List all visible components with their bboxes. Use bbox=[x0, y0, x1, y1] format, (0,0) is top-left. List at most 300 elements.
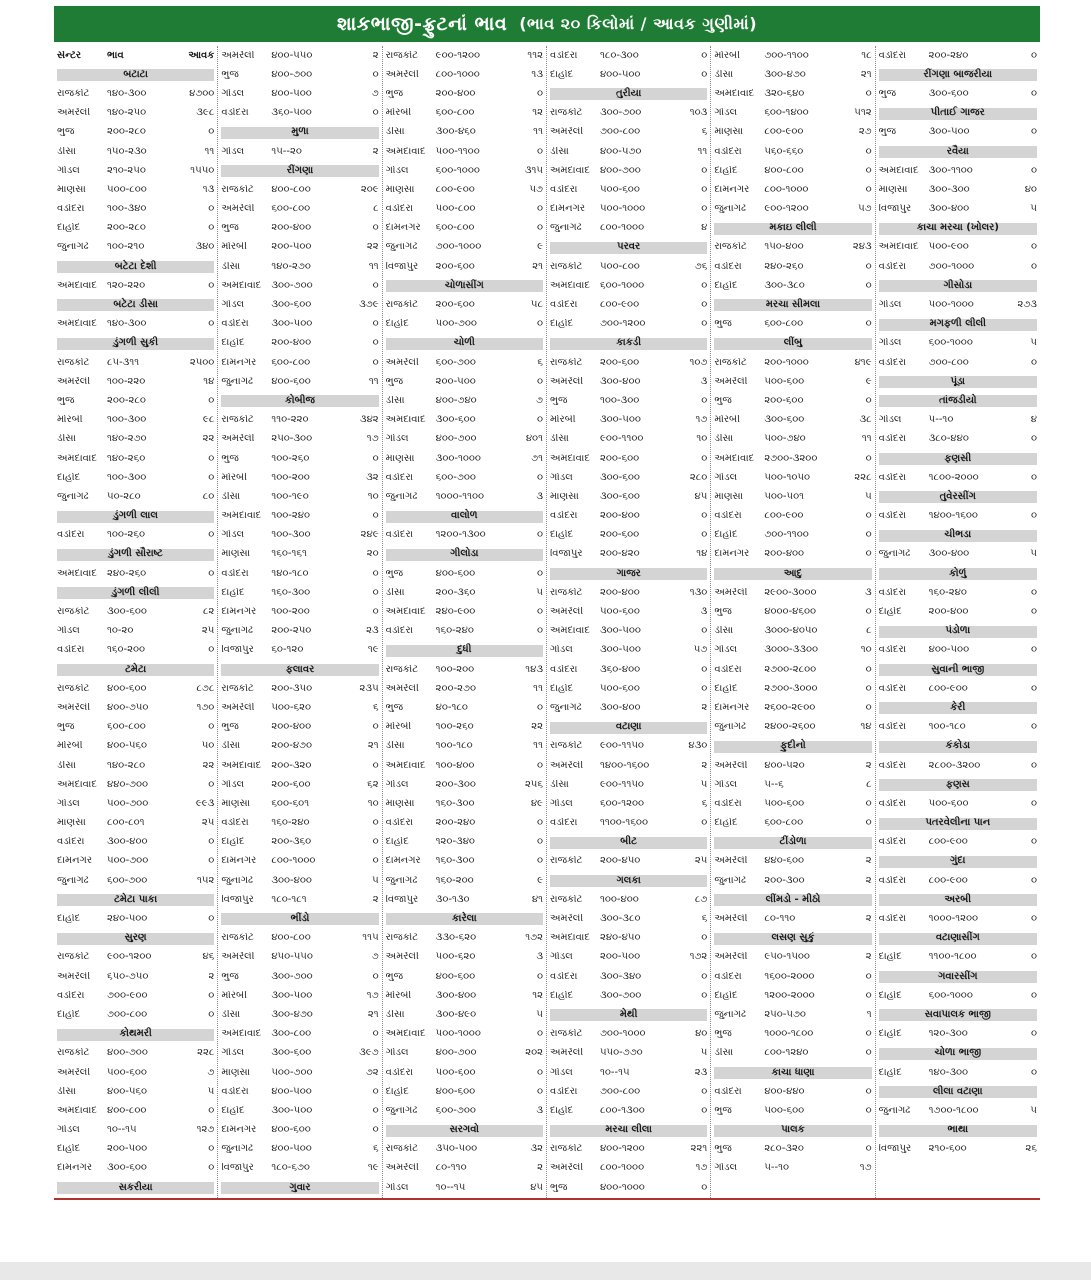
center-name: અમદાવાદ bbox=[221, 760, 262, 771]
price-range: ૧૨૦૦-૧૩૦૦ bbox=[435, 530, 486, 541]
center-name: ભુજ bbox=[385, 702, 404, 713]
price-range: ૭૦૦-૧૧૦૦ bbox=[764, 50, 809, 61]
center-name: જુનાગઢ bbox=[549, 702, 582, 713]
price-range: ૬૦૦-૭૦૦ bbox=[435, 1105, 476, 1116]
arrivals: ૦ bbox=[865, 183, 872, 195]
section-heading: મગફળી લીલી bbox=[879, 315, 1037, 334]
center-name: ગોંડલ bbox=[221, 530, 245, 541]
center-name: વિજાપુર bbox=[549, 549, 583, 560]
center-name: અમદાવાદ bbox=[57, 453, 97, 464]
table-row bbox=[386, 698, 543, 717]
price-range: ૫--૧૦ bbox=[928, 415, 954, 426]
center-name: વડોદરા bbox=[878, 875, 907, 886]
price-range: ૪૦૦-૮૦૦ bbox=[271, 184, 311, 195]
price-range: ૪૦૦-૫૦૦ bbox=[271, 1086, 312, 1097]
section-heading: રવૈયા bbox=[879, 142, 1037, 161]
center-name: ડીસા bbox=[221, 741, 241, 752]
price-range: ૧૫૦-૪૦૦ bbox=[764, 242, 804, 253]
arrivals: ૧૪ bbox=[860, 721, 872, 733]
arrivals: ૩ bbox=[536, 490, 543, 502]
center-name: વિજાપુર bbox=[221, 1163, 254, 1174]
price-range: ૧૬૦૦-૨૦૦૦ bbox=[764, 971, 815, 982]
price-range: ૮૦૦-૯૦૦ bbox=[764, 127, 804, 138]
arrivals: ૬૨ bbox=[367, 778, 379, 790]
table-row bbox=[386, 161, 543, 180]
arrivals: ૫ bbox=[207, 1085, 215, 1097]
center-name: રાજકોટ bbox=[57, 88, 90, 99]
price-range: ૧૪૦-૨૭૦ bbox=[107, 434, 147, 445]
center-name: દાહોદ bbox=[549, 319, 574, 330]
table-row bbox=[57, 123, 214, 142]
arrivals: ૦ bbox=[372, 759, 379, 771]
section-heading: ગીલોડા bbox=[386, 545, 543, 564]
table-row bbox=[714, 967, 871, 986]
table-row bbox=[221, 718, 378, 737]
center-name: ગોંડલ bbox=[878, 415, 902, 426]
price-range: ૨૦૦-૨૫૦ bbox=[271, 626, 312, 637]
center-name: ભુજ bbox=[714, 319, 732, 330]
section-heading: કાચા મરચા (ખોલર) bbox=[879, 219, 1037, 238]
table-row bbox=[550, 929, 707, 948]
arrivals: ૯૮ bbox=[202, 414, 215, 426]
price-range: ૫૦૦-૧૦૫૦ bbox=[764, 472, 811, 483]
section-heading: ભીંડો bbox=[221, 909, 378, 928]
center-name: અમરેલી bbox=[714, 914, 748, 925]
price-range: ૪૦૦-૬૦૦ bbox=[435, 1086, 476, 1097]
table-row bbox=[550, 1063, 707, 1082]
table-row bbox=[714, 852, 871, 871]
price-range: ૪૦૦-૫૦૦ bbox=[271, 1144, 312, 1155]
price-range: ૩૦૦-૪૦૦ bbox=[599, 376, 641, 387]
price-range: ૭૦૦-૧૦૦૦ bbox=[435, 242, 482, 253]
table-row bbox=[550, 909, 707, 928]
arrivals: ૫ bbox=[865, 490, 872, 502]
center-name: ડીસા bbox=[549, 434, 569, 445]
arrivals: ૮ bbox=[866, 778, 872, 790]
arrivals: ૩૪૦ bbox=[195, 241, 215, 253]
center-name: વડોદરા bbox=[549, 971, 578, 982]
price-range: ૬૦૦-૮૦૦ bbox=[107, 722, 146, 733]
table-row bbox=[879, 161, 1037, 180]
center-name: ગોંડલ bbox=[549, 952, 573, 963]
table-row bbox=[221, 295, 378, 314]
table-row bbox=[221, 219, 378, 238]
table-row bbox=[386, 142, 543, 161]
arrivals: ૭૬ bbox=[694, 260, 708, 272]
price-range: ૭૦૦-૮૦૦ bbox=[928, 357, 969, 368]
table-row bbox=[386, 583, 543, 602]
table-row bbox=[221, 372, 378, 391]
price-range: ૨૫૦-૫૭૦ bbox=[764, 1009, 806, 1020]
table-row bbox=[57, 487, 214, 506]
center-name: માણસા bbox=[385, 453, 415, 464]
table-row bbox=[550, 1044, 707, 1063]
table-row bbox=[57, 84, 214, 103]
center-name: માણસા bbox=[549, 491, 579, 502]
arrivals: ૪૭૦૦ bbox=[189, 87, 215, 99]
table-row bbox=[550, 507, 707, 526]
price-range: ૪૦૦-૮૦૦ bbox=[764, 165, 804, 176]
center-name: વડોદરા bbox=[385, 1067, 414, 1078]
price-range: ૨૦૦-૪૦૦ bbox=[599, 587, 640, 598]
arrivals: ૫ bbox=[372, 874, 379, 886]
center-name: અમરેલી bbox=[221, 952, 255, 963]
table-row bbox=[57, 602, 214, 621]
table-row bbox=[714, 238, 871, 257]
price-range: ૪૦૦-૪૪૦ bbox=[764, 1086, 805, 1097]
table-row bbox=[550, 1025, 707, 1044]
center-name: ગોંડલ bbox=[714, 645, 738, 656]
table-row bbox=[879, 180, 1037, 199]
center-name: રાજકોટ bbox=[549, 894, 583, 905]
table-row bbox=[714, 545, 871, 564]
arrivals: ૦ bbox=[701, 1181, 708, 1193]
table-row bbox=[550, 468, 707, 487]
center-name: વડોદરા bbox=[385, 472, 414, 483]
center-name: ભુજ bbox=[714, 395, 732, 406]
price-range: ૨૦૦-૪૦૦ bbox=[271, 338, 312, 349]
center-name: દાહોદ bbox=[714, 683, 738, 694]
price-range: ૪૦૦-૭૫૦ bbox=[107, 702, 149, 713]
arrivals: ૦ bbox=[208, 529, 215, 541]
center-name: વડોદરા bbox=[878, 837, 907, 848]
arrivals: ૦ bbox=[208, 1008, 215, 1020]
table-row bbox=[221, 430, 378, 449]
table-row bbox=[714, 257, 871, 276]
arrivals: ૦ bbox=[372, 836, 379, 848]
arrivals: ૦ bbox=[1030, 644, 1037, 656]
table-column bbox=[54, 46, 218, 1198]
arrivals: ૦ bbox=[372, 318, 379, 330]
center-name: અમદાવાદ bbox=[57, 779, 97, 790]
price-range: ૬૦૦-૮૦૦ bbox=[764, 319, 804, 330]
price-range: ૩૦૦-૭૦૦ bbox=[271, 280, 313, 291]
arrivals: ૧૪ bbox=[696, 548, 708, 560]
price-range: ૮૦-૧૧૦ bbox=[435, 1163, 467, 1174]
center-name: અમરેલી bbox=[714, 376, 748, 387]
center-name: વડોદરા bbox=[878, 511, 907, 522]
arrivals: ૨ bbox=[372, 145, 379, 157]
arrivals: ૦ bbox=[865, 452, 872, 464]
arrivals: ૦ bbox=[372, 1028, 379, 1040]
price-range: ૫૦૦-૬૨૦ bbox=[435, 952, 476, 963]
arrivals: ૦ bbox=[865, 663, 872, 675]
arrivals: ૦ bbox=[372, 68, 379, 80]
section-heading: મરચા સીમલા bbox=[714, 295, 871, 314]
arrivals: ૨૨૮ bbox=[854, 471, 872, 483]
table-row bbox=[221, 334, 378, 353]
table-row bbox=[386, 660, 543, 679]
table-row bbox=[879, 200, 1037, 219]
header-banner bbox=[54, 6, 1040, 42]
center-name: વિજાપુર bbox=[221, 894, 254, 905]
arrivals: ૧૪૩ bbox=[525, 663, 543, 675]
price-range: ૫૦૦-૬૨૦ bbox=[271, 702, 312, 713]
arrivals: ૦ bbox=[701, 183, 708, 195]
table-row bbox=[57, 372, 214, 391]
price-range: ૧૬૦-૩૦૦ bbox=[271, 587, 311, 598]
price-range: ૧૪૦૦-૧૬૦૦ bbox=[599, 760, 650, 771]
table-row bbox=[714, 622, 871, 641]
table-row bbox=[550, 487, 707, 506]
arrivals: ૮ bbox=[866, 625, 872, 637]
table-row bbox=[57, 1140, 214, 1159]
table-row bbox=[57, 756, 214, 775]
arrivals: ૦ bbox=[865, 970, 872, 982]
price-range: ૫૦૦-૧૦૦૦ bbox=[928, 300, 974, 311]
arrivals: ૦ bbox=[372, 279, 379, 291]
arrivals: ૨૦૨ bbox=[525, 1047, 543, 1059]
table-row bbox=[714, 487, 871, 506]
arrivals: ૨૨ bbox=[531, 721, 543, 733]
arrivals: ૦ bbox=[701, 394, 708, 406]
table-row bbox=[550, 142, 707, 161]
center-name: અમદાવાદ bbox=[549, 453, 590, 464]
arrivals: ૦ bbox=[208, 778, 215, 790]
arrivals: ૦ bbox=[701, 625, 708, 637]
arrivals: ૧૪ bbox=[203, 375, 215, 387]
table-column bbox=[711, 46, 875, 1198]
price-range: ૩૦૦-૩૮૦ bbox=[599, 914, 641, 925]
bottom-rule bbox=[54, 1198, 1040, 1200]
table-row bbox=[386, 602, 543, 621]
price-range: ૫૦૦-૯૦૦ bbox=[928, 242, 969, 253]
arrivals: ૦ bbox=[865, 1143, 872, 1155]
center-name: ડીસા bbox=[385, 395, 405, 406]
table-row bbox=[550, 180, 707, 199]
center-name: જુનાગઢ bbox=[221, 1144, 253, 1155]
price-range: ૧૦૦-૪૦૦ bbox=[435, 760, 475, 771]
price-range: ભાવ bbox=[107, 50, 124, 61]
table-row bbox=[221, 1101, 378, 1120]
arrivals: ૧૩ bbox=[531, 68, 543, 80]
center-name: ભુજ bbox=[57, 722, 75, 733]
price-range: ૩૦૦-૫૦૦ bbox=[599, 626, 641, 637]
center-name: મોરબી bbox=[549, 415, 576, 426]
price-range: ૯૫૦-૧૫૦૦ bbox=[764, 952, 810, 963]
price-range: ૬૦૦-૭૦૦ bbox=[435, 357, 476, 368]
arrivals: ૦ bbox=[1030, 510, 1037, 522]
arrivals: ૦ bbox=[1030, 260, 1037, 272]
arrivals: ૦ bbox=[1030, 874, 1037, 886]
table-row bbox=[386, 890, 543, 909]
arrivals: ૦ bbox=[208, 721, 215, 733]
table-row bbox=[879, 948, 1037, 967]
center-name: ડીસા bbox=[385, 741, 405, 752]
table-row bbox=[386, 449, 543, 468]
price-range: ૧૪૦-૨૫૦ bbox=[107, 108, 147, 119]
center-name: રાજકોટ bbox=[385, 664, 419, 675]
arrivals: ૧૭૨ bbox=[525, 932, 543, 944]
price-range: ૨૧૦-૨૫૦ bbox=[107, 165, 146, 176]
center-name: દાહોદ bbox=[878, 952, 902, 963]
section-heading: ગીસોડા bbox=[879, 276, 1037, 295]
center-name: દામનગર bbox=[221, 607, 257, 618]
price-range: ૪૦૦-૬૦૦ bbox=[271, 1125, 311, 1136]
center-name: જુનાગઢ bbox=[714, 1009, 746, 1020]
price-range: ૨૦૦-૩૦૦ bbox=[764, 875, 805, 886]
table-row bbox=[57, 180, 214, 199]
table-row bbox=[386, 84, 543, 103]
center-name: વિજાપુર bbox=[385, 261, 419, 272]
center-name: વડોદરા bbox=[549, 1086, 578, 1097]
price-range: ૪૦૦-૫૬૦ bbox=[107, 1086, 148, 1097]
price-range: ૮૦૦-૧૦૦૦ bbox=[271, 856, 316, 867]
table-row bbox=[386, 967, 543, 986]
arrivals: ૨૫૬ bbox=[524, 778, 543, 790]
center-name: વડોદરા bbox=[878, 261, 907, 272]
arrivals: ૦ bbox=[372, 817, 379, 829]
table-row bbox=[714, 65, 871, 84]
center-name: અમદાવાદ bbox=[714, 88, 755, 99]
arrivals: ૨૦ bbox=[366, 548, 379, 560]
table-row bbox=[879, 507, 1037, 526]
arrivals: ૮ bbox=[373, 203, 379, 215]
price-range: ૫૬૦-૬૬૦ bbox=[764, 146, 804, 157]
table-row bbox=[714, 123, 871, 142]
price-range: ૧૬૦-૨૦૦ bbox=[435, 875, 474, 886]
arrivals: ૦ bbox=[865, 510, 872, 522]
center-name: માણસા bbox=[714, 491, 744, 502]
price-range: ૮૦૦-૯૦૦ bbox=[928, 875, 968, 886]
center-name: વડોદરા bbox=[221, 818, 249, 829]
arrivals: ૧૭ bbox=[695, 1162, 708, 1174]
table-row bbox=[386, 1159, 543, 1178]
price-range: ૧૮૦૦-૨૦૦૦ bbox=[928, 472, 979, 483]
price-range: ૧૧૦૦-૧૮૦૦ bbox=[928, 952, 977, 963]
section-heading: રીંગણા બાજરીયા bbox=[879, 65, 1037, 84]
price-range: ૨૮૦-૩૨૦ bbox=[764, 1144, 804, 1155]
arrivals: ૩૧૫ bbox=[524, 164, 543, 176]
section-heading: લીંબુ bbox=[714, 334, 871, 353]
price-range: ૧૦૦-૨૦૦ bbox=[271, 607, 310, 618]
table-row bbox=[221, 200, 378, 219]
price-range: ૩૦૦-૪૭૦ bbox=[271, 1009, 313, 1020]
center-name: મોરબી bbox=[385, 990, 412, 1001]
arrivals: ૨૧ bbox=[860, 68, 872, 80]
price-range: ૪૦૦-૬૦૦ bbox=[435, 568, 476, 579]
arrivals: ૦ bbox=[1030, 913, 1037, 925]
price-range: ૨૪૦-૨૬૦ bbox=[764, 261, 804, 272]
arrivals: ૦ bbox=[372, 356, 379, 368]
price-range: ૫૦૦-૬૦૦ bbox=[764, 798, 805, 809]
price-range: ૧૪૦-૩૦૦ bbox=[107, 319, 147, 330]
center-name: વડોદરા bbox=[714, 971, 742, 982]
table-row bbox=[57, 986, 214, 1005]
price-range: ૮૦૦-૯૦૦ bbox=[435, 184, 475, 195]
center-name: રાજકોટ bbox=[549, 856, 583, 867]
price-range: ૮૦૦-૯૦૦ bbox=[928, 837, 968, 848]
section-heading: ચોળી bbox=[386, 334, 543, 353]
arrivals: ૪૧૯ bbox=[854, 356, 872, 368]
arrivals: ૭૧ bbox=[531, 452, 543, 464]
center-name: ગોંડલ bbox=[714, 108, 738, 119]
center-name: ગોંડલ bbox=[57, 1125, 80, 1136]
price-range: ૧૦૦-૨૬૦ bbox=[271, 453, 310, 464]
table-row bbox=[221, 65, 378, 84]
price-range: ૧૦૦-૩૪૦ bbox=[107, 204, 147, 215]
center-name: ભુજ bbox=[385, 971, 404, 982]
center-name: ભુજ bbox=[385, 376, 404, 387]
price-range: ૪૦૦-૮૦૦ bbox=[107, 1105, 147, 1116]
price-range: ૫૦૦-૬૦૦ bbox=[928, 798, 969, 809]
section-heading: બીટ bbox=[550, 833, 707, 852]
center-name: અમદાવાદ bbox=[385, 415, 426, 426]
arrivals: ૮૭૮ bbox=[196, 682, 215, 694]
center-name: વડોદરા bbox=[549, 511, 578, 522]
arrivals: ૨૨૮ bbox=[197, 1047, 215, 1059]
price-range: ૫૦૦-૮૦૦ bbox=[435, 204, 476, 215]
table-row bbox=[550, 430, 707, 449]
price-range: ૮૦૦-૯૦૦ bbox=[599, 300, 640, 311]
center-name: રાજકોટ bbox=[549, 1029, 583, 1040]
price-range: ૩૦૦-૧૦૦૦ bbox=[435, 453, 481, 464]
table-row bbox=[221, 1025, 378, 1044]
table-row bbox=[386, 123, 543, 142]
center-name: વડોદરા bbox=[878, 434, 907, 445]
price-range: ૪૦૦-૭૦૦ bbox=[599, 165, 641, 176]
arrivals: ૩૨ bbox=[366, 471, 379, 483]
arrivals: ૦ bbox=[208, 394, 215, 406]
price-range: ૩૦૦-૬૦૦ bbox=[928, 88, 969, 99]
price-range: ૩૦૦-૪૦૦ bbox=[271, 875, 312, 886]
table-row bbox=[386, 1044, 543, 1063]
table-row bbox=[57, 1044, 214, 1063]
table-row bbox=[221, 737, 378, 756]
arrivals: ૦ bbox=[865, 1028, 872, 1040]
price-range: ૧૮૦-૩૦૦ bbox=[599, 50, 639, 61]
center-name: મોરબી bbox=[221, 242, 247, 253]
center-name: ભુજ bbox=[385, 88, 404, 99]
table-row bbox=[386, 468, 543, 487]
price-range: ૧૨૦-૨૨૦ bbox=[107, 280, 146, 291]
table-row bbox=[879, 1063, 1037, 1082]
arrivals: ૦ bbox=[536, 1066, 543, 1078]
arrivals: ૦ bbox=[536, 970, 543, 982]
section-heading: કારેલા bbox=[386, 909, 543, 928]
price-range: ૧૧૦૦-૧૬૦૦ bbox=[599, 818, 648, 829]
section-heading: પૂંડા bbox=[879, 372, 1037, 391]
center-name: જુનાગઢ bbox=[385, 875, 418, 886]
table-row bbox=[386, 46, 543, 65]
arrivals: ૦ bbox=[701, 452, 708, 464]
table-row bbox=[386, 756, 543, 775]
table-row bbox=[550, 814, 707, 833]
arrivals: ૧૭ bbox=[859, 1162, 872, 1174]
price-range: ૩૦૦-૩૮૦ bbox=[764, 280, 805, 291]
table-row bbox=[221, 622, 378, 641]
table-row bbox=[879, 295, 1037, 314]
price-range: ૮૦૦-૧૦૦૦ bbox=[599, 1163, 645, 1174]
arrivals: ૦ bbox=[208, 913, 215, 925]
center-name: વિજાપુર bbox=[878, 1144, 912, 1155]
section-heading: ડુંગળી સુકી bbox=[57, 334, 214, 353]
section-heading: ફણસી bbox=[879, 449, 1037, 468]
center-name: અમદાવાદ bbox=[221, 280, 262, 291]
center-name: વડોદરા bbox=[549, 664, 578, 675]
price-range: ૫૦૦-૫૦૧ bbox=[764, 491, 805, 502]
center-name: દાહોદ bbox=[549, 990, 574, 1001]
section-heading: ફણસ bbox=[879, 775, 1037, 794]
center-name: વડોદરા bbox=[878, 357, 907, 368]
center-name: રાજકોટ bbox=[385, 50, 419, 61]
table-row bbox=[386, 852, 543, 871]
table-row bbox=[879, 909, 1037, 928]
price-range: ૫૦૦-૮૦૦ bbox=[107, 184, 147, 195]
arrivals: ૦ bbox=[865, 797, 872, 809]
price-range: ૭૦૦-૮૦૦ bbox=[599, 127, 641, 138]
price-range: ૫૦૦-૧૦૦૦ bbox=[435, 1029, 481, 1040]
